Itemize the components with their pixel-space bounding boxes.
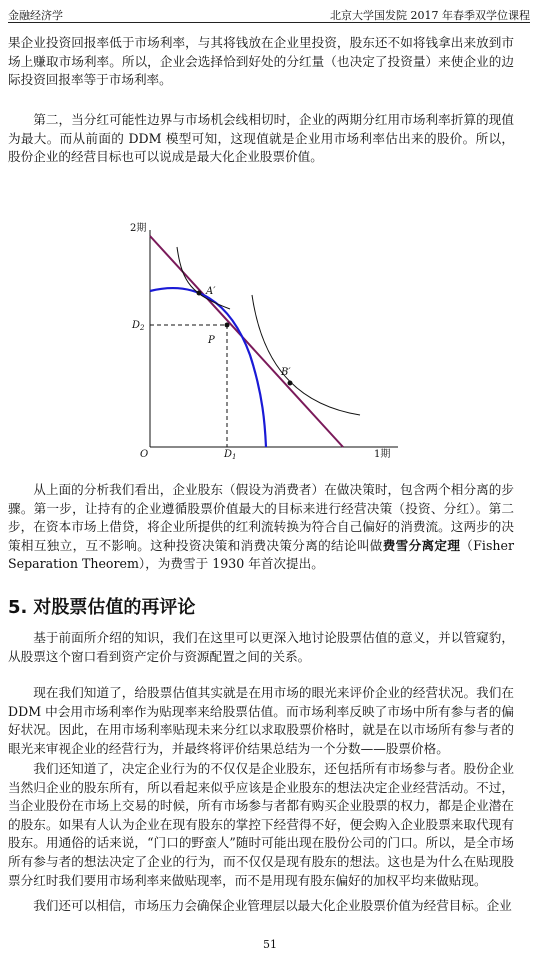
- header-course-name: 金融经济学: [8, 9, 63, 22]
- section-number: 5.: [8, 597, 28, 618]
- point-b-label: B′: [281, 367, 291, 378]
- dividend-frontier-curve: [150, 288, 266, 447]
- d2-label: [131, 320, 145, 332]
- point-a-label: A′: [206, 286, 216, 297]
- indifference-curve-b: [252, 295, 360, 415]
- paragraph-market-pressure: 我们还可以相信，市场压力会确保企业管理层以最大化企业股票价值为经营目标。企业: [33, 898, 512, 913]
- header-institution: 北京大学国发院 2017 年春季双学位课程: [330, 9, 530, 22]
- point-p-marker: [225, 323, 230, 328]
- p3-text-before: 从上面的分析我们看出，企业股东（假设为消费者）在做决策时，包含两个相分离的步骤。第一步，让持有的企业遵循股票价值最大的目标来进行经营决策（投资、分红）。第二步，在资本市场上借贷，将企业所提供的红利流转换为符合自己偏好的消费流。这两步的决策相互独立，互不影响。这种投资决策和消费决策分离的结论叫做: [8, 482, 514, 553]
- running-header: [8, 6, 530, 23]
- y-axis-label: 2期: [130, 223, 147, 234]
- paragraph-fisher-separation: [8, 481, 514, 574]
- d1-letter: D: [224, 449, 233, 460]
- point-a-marker: [197, 291, 202, 296]
- paragraph-present-value-max: 第二，当分红可能性边界与市场机会线相切时，企业的两期分红用市场利率折算的现值为最大。而从前面的 DDM 模型可知，这现值就是企业用市场利率估出来的股价。所以，股份企业的经营目标也可以说成是最大化企业股票价值。: [8, 112, 514, 165]
- paragraph-investment-return: 果企业投资回报率低于市场利率，与其将钱放在企业里投资，股东还不如将钱拿出来放到市场上赚取市场利率。所以，企业会选择恰到好处的分红量（也决定了投资量）来使企业的边际投资回报率等于市场利率。: [8, 35, 514, 88]
- point-b-marker: [288, 381, 293, 386]
- d2-subscript: 2: [140, 324, 145, 332]
- paragraph-intro: 基于前面所介绍的知识，我们在这里可以更深入地讨论股票估值的意义，并以管窥豹，从股票这个窗口看到资产定价与资源配置之间的关系。: [8, 630, 514, 664]
- indifference-curve-a: [177, 247, 230, 309]
- market-opportunity-line: [150, 236, 343, 447]
- section-title: 对股票估值的再评论: [33, 597, 196, 618]
- fisher-theorem-term: 费雪分离定理: [382, 537, 461, 553]
- fisher-separation-figure: [120, 205, 420, 470]
- d2-letter: D: [132, 320, 141, 331]
- x-axis-label: 1期: [374, 449, 391, 460]
- section-heading: [8, 593, 195, 619]
- point-p-label: P: [208, 335, 215, 346]
- page-number: 51: [263, 938, 277, 951]
- origin-label: O: [140, 449, 149, 460]
- p3-text-after: （Fisher Separation Theorem），为费雪于 1930 年首次提出。: [8, 537, 515, 572]
- d1-label: [223, 449, 237, 461]
- d1-subscript: 1: [232, 453, 237, 461]
- paragraph-market-view: 现在我们知道了，给股票估值其实就是在用市场的眼光来评价企业的经营状况。我们在 DDM 中会用市场利率作为贴现率来给股票估值。而市场利率反映了市场中所有参与者的偏好状况。因此，在用市场利率贴现未来分红以求取股票价格时，就是在以市场所有参与者的眼光来审视企业的经营行为，并最终将评价结果总结为一个分数——股票价格。: [8, 685, 514, 756]
- paragraph-market-participants: 我们还知道了，决定企业行为的不仅仅是企业股东，还包括所有市场参与者。股份企业当然归企业的股东所有，所以看起来似乎应该是企业股东的想法决定企业经营活动。不过，当企业股份在市场上交易的时候，所有市场参与者都有购买企业股票的权力，都是企业潜在的股东。如果有人认为企业在现有股东的掌控下经营得不好，便会购入企业股票来取代现有股东。用通俗的话来说，“门口的野蛮人”随时可能出现在股份公司的门口。所以，是全市场所有参与者的想法决定了企业的行为，而不仅仅是现有股东的想法。这也是为什么在贴现股票分红时我们要用市场利率来做贴现率，而不是用现有股东偏好的加权平均来做贴现。: [8, 761, 514, 888]
